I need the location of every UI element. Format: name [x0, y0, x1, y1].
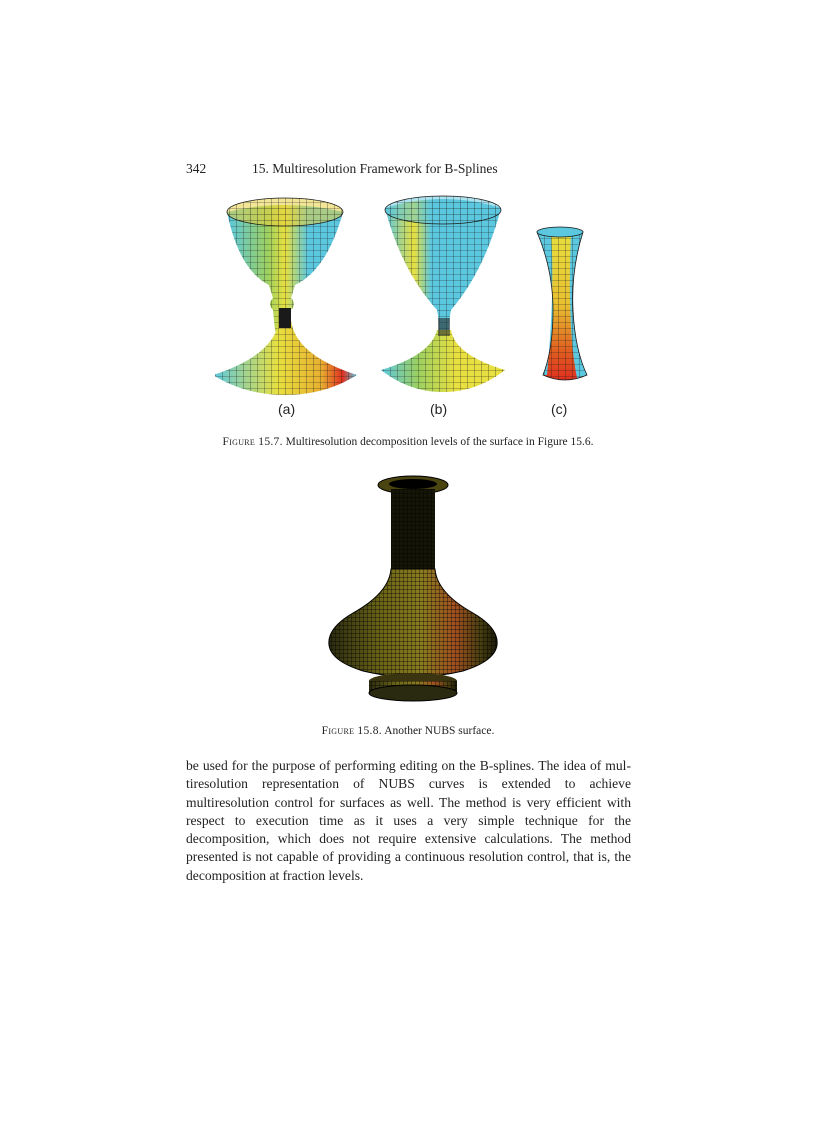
body-paragraph: be used for the purpose of performing editing on the B-splines. The idea of multiresolution representation of NUBS curves is extended to achieve multiresolution control for surfaces as well. The method is very efficient with respect to execution time as it uses a very simple technique for the decomposition, which does not require extensive calculations. The method presented is not capable of providing a continuous resolution control, that is, the decomposition at fraction levels.	[186, 758, 631, 883]
running-head	[186, 161, 498, 177]
caption-label: Figure 15.8.	[321, 725, 382, 737]
page-number: 342	[186, 161, 207, 176]
caption-label: Figure 15.7.	[222, 436, 283, 448]
sublabel-a: (a)	[278, 401, 296, 417]
surface-c	[537, 227, 587, 380]
caption-text: Another NUBS surface.	[384, 725, 495, 737]
figure-15-8-caption	[0, 725, 816, 737]
surface-b	[381, 196, 505, 392]
sublabel-b: (b)	[430, 401, 448, 417]
figure-15-8-graphic	[323, 473, 503, 708]
figure-15-7-graphic	[215, 190, 605, 400]
figure-15-7-caption	[0, 436, 816, 448]
figure-15-7	[215, 190, 605, 420]
chapter-title: 15. Multiresolution Framework for B-Splines	[252, 161, 498, 176]
sublabel-c: (c)	[551, 401, 568, 417]
caption-text: Multiresolution decomposition levels of the surface in Figure 15.6.	[285, 436, 594, 448]
surface-a	[215, 198, 357, 395]
figure-15-8	[323, 473, 503, 708]
